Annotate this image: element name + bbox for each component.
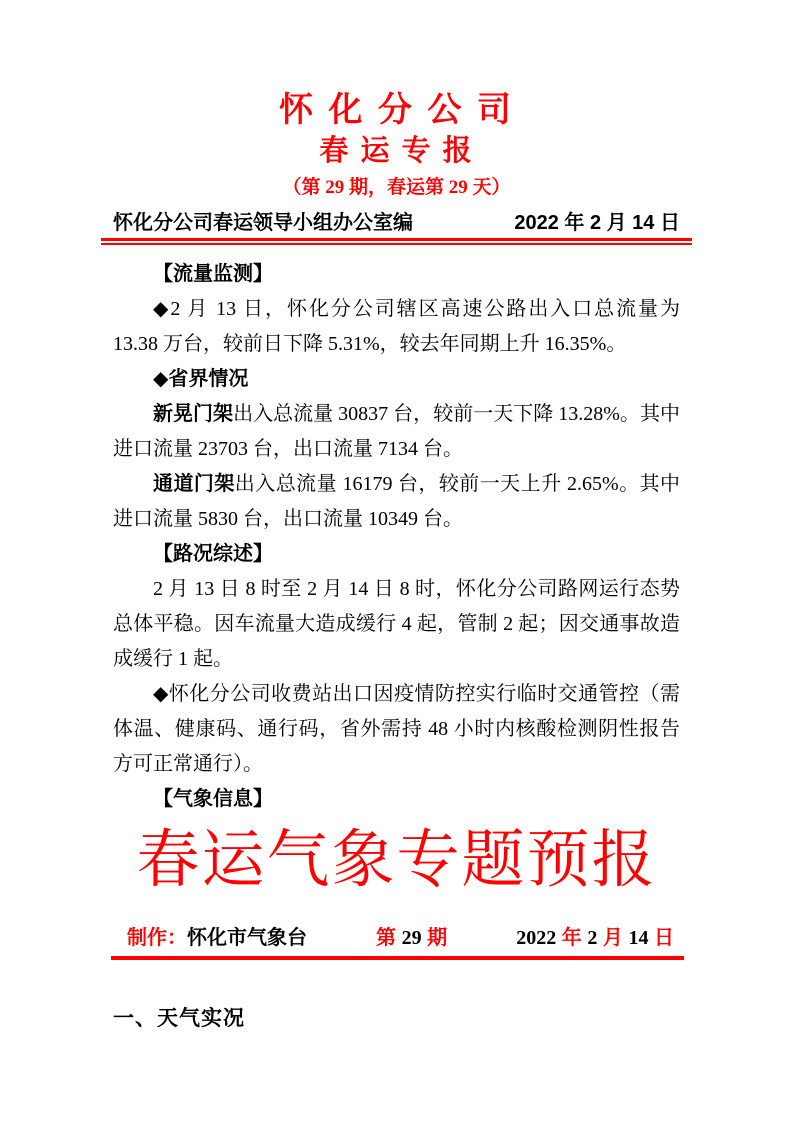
traffic-monitor-header: 【流量监测】 <box>153 263 273 285</box>
tongdao-gantry-text: 出入总流量 16179 台，较前一天上升 2.65%。其中进口流量 5830 台，出口流量 10349 台。 <box>113 473 680 530</box>
weather-section-heading: 一、天气实况 <box>113 1007 245 1030</box>
date-year: 2022 <box>516 927 557 949</box>
xinhuang-gantry-paragraph <box>113 397 680 467</box>
date-group <box>516 925 674 951</box>
province-border-header: ◆省界情况 <box>153 368 249 390</box>
report-body <box>113 257 680 817</box>
covid-control-note: ◆怀化分公司收费站出口因疫情防控实行临时交通管控（需体温、健康码、通行码，省外需持 48 小时内核酸检测阴性报告方可正常通行）。 <box>113 683 680 775</box>
issue-info: （第 29 期，春运第 29 天） <box>282 177 511 198</box>
editor-name: 怀化分公司春运领导小组办公室编 <box>113 212 413 234</box>
road-condition-summary: 2 月 13 日 8 时至 2 月 14 日 8 时，怀化分公司路网运行态势总体平稳。因车流量大造成缓行 4 起，管制 2 起；因交通事故造成缓行 1 起。 <box>113 578 680 670</box>
traffic-summary: ◆2 月 13 日，怀化分公司辖区高速公路出入口总流量为 13.38 万台，较前日下降 5.31%，较去年同期上升 16.35%。 <box>113 298 680 355</box>
issue-number: 29 <box>401 927 422 949</box>
date-month-unit: 月 <box>597 927 629 949</box>
masthead-row <box>113 211 680 236</box>
date-month: 2 <box>587 927 598 949</box>
date-day: 14 <box>628 927 649 949</box>
producer-group <box>127 925 307 951</box>
issue-group <box>376 925 447 951</box>
issue-suffix: 期 <box>421 927 448 949</box>
road-condition-header: 【路况综述】 <box>153 543 273 565</box>
issue-prefix: 第 <box>376 927 402 949</box>
producer-label: 制作： <box>127 927 187 949</box>
tongdao-gantry-paragraph <box>113 467 680 537</box>
weather-banner-title: 春运气象专题预报 <box>136 825 657 895</box>
date-year-unit: 年 <box>556 927 588 949</box>
tongdao-gantry-label: 通道门架 <box>153 473 235 495</box>
producer-name: 怀化市气象台 <box>187 927 307 949</box>
weather-info-header: 【气象信息】 <box>153 788 273 810</box>
producer-row <box>113 925 680 951</box>
report-title: 春 运 专 报 <box>319 135 474 167</box>
xinhuang-gantry-text: 出入总流量 30837 台，较前一天下降 13.28%。其中进口流量 23703 台，出口流量 7134 台。 <box>113 403 680 460</box>
producer-divider <box>111 956 684 960</box>
date-day-unit: 日 <box>648 927 674 949</box>
edit-date: 2022 年 2 月 14 日 <box>514 212 680 234</box>
report-content <box>113 90 680 1032</box>
masthead-divider <box>101 238 692 245</box>
company-title: 怀 化 分 公 司 <box>279 91 514 129</box>
xinhuang-gantry-label: 新晃门架 <box>153 403 234 425</box>
